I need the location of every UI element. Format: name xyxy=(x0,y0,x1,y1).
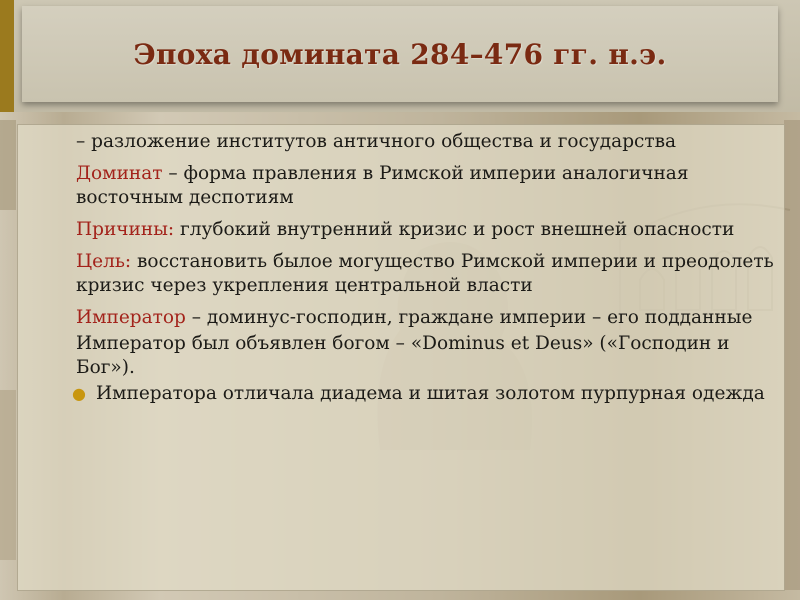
term-goal: Цель: xyxy=(76,251,132,272)
paragraph-text: – доминус-господин, граждане империи – его подданные xyxy=(185,307,753,328)
bullet-dot-icon: ● xyxy=(72,384,86,403)
paragraph-text: глубокий внутренний кризис и рост внешней опасности xyxy=(174,219,735,240)
bullet-item xyxy=(72,382,776,406)
paragraph-decline xyxy=(76,130,776,154)
paragraph-deification xyxy=(76,332,776,380)
paragraph-emperor xyxy=(76,306,776,330)
paragraph-text: Император был объявлен богом – «Dominus et Deus» («Господин и Бог»). xyxy=(76,333,730,378)
slide-title: Эпоха домината 284–476 гг. н.э. xyxy=(133,37,667,71)
paragraph-text: – форма правления в Римской империи аналогичная восточным деспотиям xyxy=(76,163,689,208)
term-dominate: Доминат xyxy=(76,163,163,184)
paragraph-text: восстановить былое могущество Римской империи и преодолеть кризис через укрепления центральной власти xyxy=(76,251,774,296)
paragraph-goal xyxy=(76,250,776,298)
title-box xyxy=(22,6,778,102)
paragraph-text: – разложение институтов античного общества и государства xyxy=(76,131,677,152)
term-emperor: Император xyxy=(76,307,186,328)
slide-content xyxy=(72,130,776,406)
bullet-text: Императора отличала диадема и шитая золотом пурпурная одежда xyxy=(96,383,765,404)
paragraph-causes xyxy=(76,218,776,242)
term-causes: Причины: xyxy=(76,219,175,240)
gold-accent-bar xyxy=(0,0,14,112)
paragraph-dominate xyxy=(76,162,776,210)
